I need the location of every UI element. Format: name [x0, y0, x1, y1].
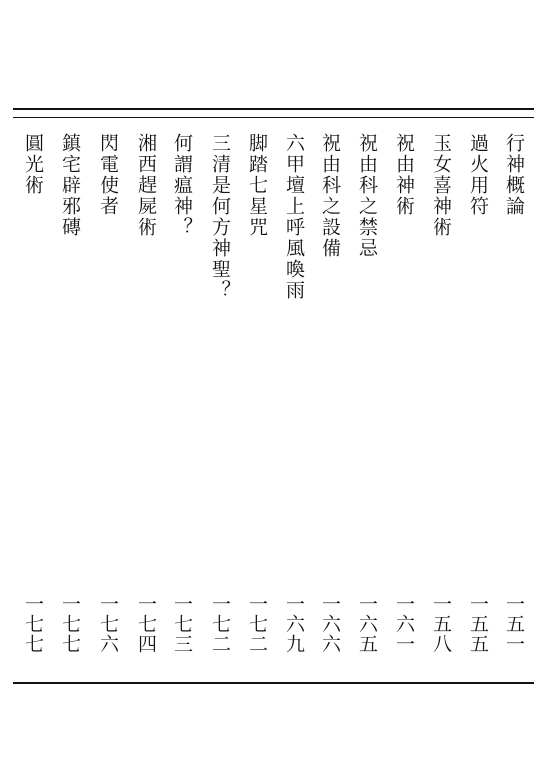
toc-entry — [56, 0, 84, 761]
toc-entry — [132, 0, 160, 761]
toc-entry — [500, 0, 528, 761]
toc-entry-title: 過火用符 — [467, 133, 489, 217]
toc-entry-page: 一七二 — [246, 594, 268, 654]
toc-entry-page: 一七六 — [97, 594, 119, 654]
toc-entry — [206, 0, 234, 761]
toc-entry-page: 一七七 — [59, 594, 81, 654]
toc-entry — [427, 0, 455, 761]
toc-entry-title: 何謂瘟神？ — [171, 133, 193, 238]
toc-entry-title: 三清是何方神聖？ — [209, 133, 231, 301]
toc-entry — [19, 0, 47, 761]
toc-entry-page: 一五八 — [430, 594, 452, 654]
toc-entry-title: 行神概論 — [503, 133, 525, 217]
toc-entry-page: 一七七 — [22, 594, 44, 654]
toc-entry-title: 圓光術 — [22, 133, 44, 196]
bottom-rule — [13, 682, 534, 684]
toc-entry-title: 閃電使者 — [97, 133, 119, 217]
toc-entry — [243, 0, 271, 761]
toc-entry-page: 一六五 — [356, 594, 378, 654]
toc-entry-title: 祝由神術 — [393, 133, 415, 217]
toc-entry-page: 一七二 — [209, 594, 231, 654]
toc-entry-title: 六甲壇上呼風喚雨 — [283, 133, 305, 301]
toc-entry-title: 湘西趕屍術 — [135, 133, 157, 238]
toc-entry — [390, 0, 418, 761]
toc-entry — [94, 0, 122, 761]
toc-entry — [316, 0, 344, 761]
toc-entry-title: 玉女喜神術 — [430, 133, 452, 238]
toc-entry-title: 祝由科之禁忌 — [356, 133, 378, 259]
toc-entry — [280, 0, 308, 761]
toc-entry-page: 一五一 — [503, 594, 525, 654]
toc-entry-page: 一七四 — [135, 594, 157, 654]
toc-entry-page: 一五五 — [467, 594, 489, 654]
toc-entry — [353, 0, 381, 761]
toc-entry-page: 一六一 — [393, 594, 415, 654]
toc-entry-page: 一六六 — [319, 594, 341, 654]
toc-entry-title: 祝由科之設備 — [319, 133, 341, 259]
toc-entry-page: 一六九 — [283, 594, 305, 654]
toc-entry-title: 脚踏七星咒 — [246, 133, 268, 238]
toc-entry — [464, 0, 492, 761]
toc-entry — [168, 0, 196, 761]
toc-entry-page: 一七三 — [171, 594, 193, 654]
toc-entry-title: 鎮宅辟邪磚 — [59, 133, 81, 238]
